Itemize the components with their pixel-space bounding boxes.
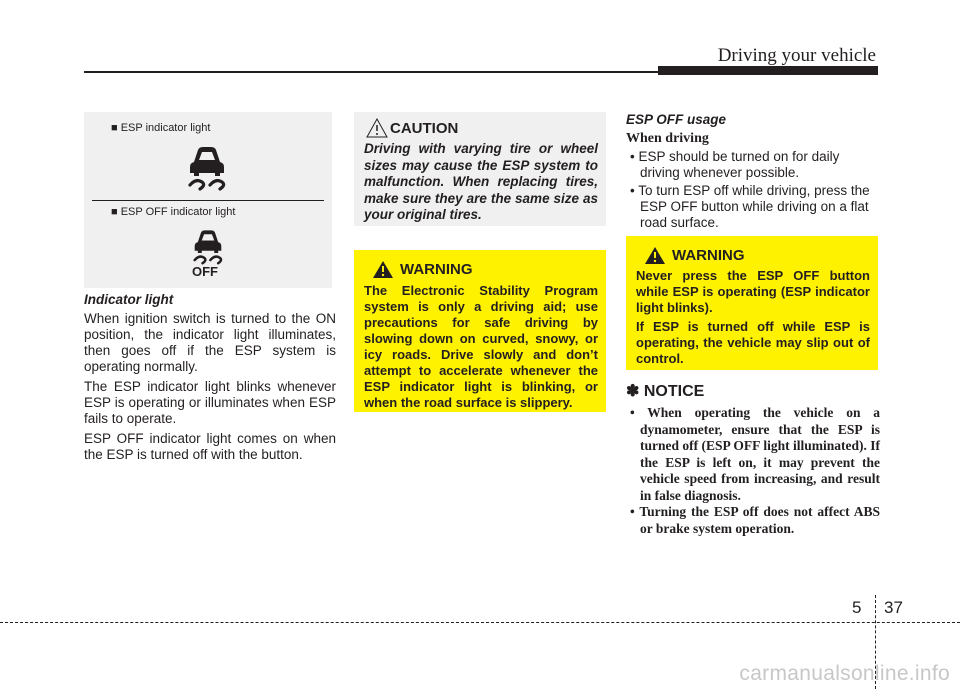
paragraph: When ignition switch is turned to the ON position, the indicator light illuminates, then goes off if the ESP system is operating normally. [84, 311, 336, 374]
notice-title: ✽ NOTICE [626, 383, 705, 400]
watermark: carmanualsonline.info [739, 662, 950, 685]
caution-text: Driving with varying tire or wheel sizes may cause the ESP system to malfunction. When replacing tires, make sure they are the same size as your original tires. [364, 141, 598, 222]
notice-item: • When operating the vehicle on a dynamometer, ensure that the ESP is turned off (ESP OFF light illuminated). If the ESP is left on, it may prevent the vehicle speed from increasing, and result in false diagnosis. [630, 405, 880, 503]
esp-off-car-skid-icon [190, 226, 226, 266]
bullet-item: • ESP should be turned on for daily driving whenever possible. [630, 149, 840, 180]
caution-triangle-icon [366, 118, 388, 138]
notice-item: • Turning the ESP off does not affect ABS or brake system operation. [630, 504, 880, 536]
caution-box [354, 112, 606, 226]
caption-esp-indicator: ■ ESP indicator light [111, 122, 211, 134]
when-driving-subheading: When driving [626, 131, 709, 146]
esp-car-skid-icon [184, 142, 230, 192]
header-title: Driving your vehicle [717, 45, 876, 66]
paragraph: The ESP indicator light blinks whenever ESP is operating or illuminates when ESP fails to operate. [84, 379, 336, 426]
warning-title: WARNING [400, 261, 473, 278]
header-rule [84, 71, 660, 73]
warning-text: The Electronic Stability Program system is only a driving aid; use precautions for safe driving by slowing down on curved, snowy, or icy roads. Drive slowly and don’t attempt to accelerate whenever the ESP indicator light is blinking, or when the road surface is slippery. [364, 283, 598, 410]
page-number: 37 [884, 598, 903, 617]
warning-triangle-icon [644, 246, 666, 265]
esp-off-usage-section [626, 112, 878, 233]
off-label: OFF [192, 264, 218, 279]
section-number: 5 [852, 598, 862, 617]
esp-off-usage-heading: ESP OFF usage [626, 112, 727, 127]
indicator-light-section [84, 292, 336, 467]
caption-esp-off-indicator: ■ ESP OFF indicator light [111, 206, 236, 218]
warning-text: If ESP is turned off while ESP is operating, the vehicle may slip out of control. [636, 319, 870, 366]
figure-divider [92, 200, 324, 201]
notice-section [626, 381, 880, 537]
bullet-item: • To turn ESP off while driving, press the ESP OFF button while driving on a flat road surface. [630, 183, 870, 230]
warning-box-esp-off [626, 236, 878, 370]
paragraph: ESP OFF indicator light comes on when the ESP is turned off with the button. [84, 431, 336, 462]
warning-title: WARNING [672, 247, 745, 264]
caution-title: CAUTION [390, 120, 459, 137]
warning-box-esp-aid [354, 250, 606, 412]
header-bar [658, 66, 878, 75]
indicator-figure [84, 112, 332, 288]
warning-triangle-icon [372, 260, 394, 279]
footer-rule [0, 622, 960, 623]
warning-text: Never press the ESP OFF button while ESP is operating (ESP indicator light blinks). [636, 268, 870, 315]
indicator-light-heading: Indicator light [84, 292, 174, 307]
